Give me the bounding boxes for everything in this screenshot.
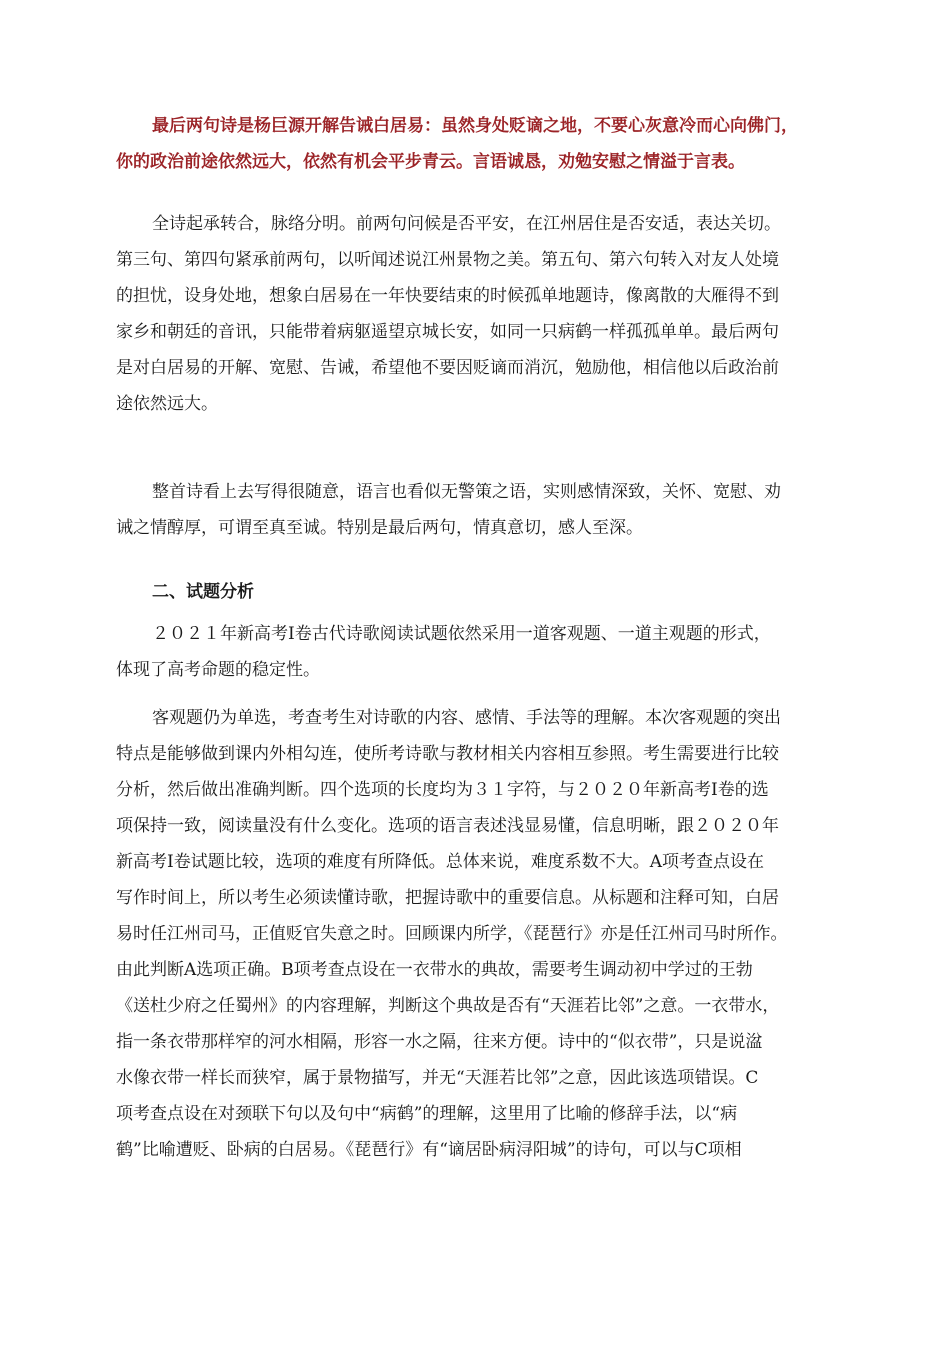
text-line: 特点是能够做到课内外相勾连，使所考诗歌与教材相关内容相互参照。考生需要进行比较 (116, 744, 779, 764)
paragraph-red-commentary (116, 108, 838, 180)
text-line: 项保持一致，阅读量没有什么变化。选项的语言表述浅显易懂，信息明晰，跟２０２０年 (116, 816, 779, 836)
text-line: 分析，然后做出准确判断。四个选项的长度均为３１字符，与２０２０年新高考Ⅰ卷的选 (116, 780, 769, 800)
text-line: 水像衣带一样长而狭窄，属于景物描写，并无“天涯若比邻”之意，因此该选项错误。C (116, 1068, 759, 1088)
section-title: 二、试题分析 (152, 582, 254, 602)
text-line: 你的政治前途依然远大，依然有机会平步青云。言语诚恳，劝勉安慰之情溢于言表。 (116, 152, 745, 172)
text-line: 项考查点设在对颈联下句以及句中“病鹤”的理解，这里用了比喻的修辞手法，以“病 (116, 1104, 738, 1124)
text-line: ２０２１年新高考Ⅰ卷古代诗歌阅读试题依然采用一道客观题、一道主观题的形式， (152, 624, 771, 644)
section-heading (116, 574, 838, 610)
text-line: 的担忧，设身处地，想象白居易在一年快要结束的时候孤单地题诗，像离散的大雁得不到 (116, 286, 779, 306)
text-line: 鹤”比喻遭贬、卧病的白居易。《琵琶行》有“谪居卧病浔阳城”的诗句，可以与C项相 (116, 1140, 742, 1160)
text-line: 家乡和朝廷的音讯，只能带着病躯遥望京城长安，如同一只病鹤一样孤孤单单。最后两句 (116, 322, 779, 342)
text-line: 诫之情醇厚，可谓至真至诚。特别是最后两句，情真意切，感人至深。 (116, 518, 643, 538)
text-line: 《送杜少府之任蜀州》的内容理解，判断这个典故是否有“天涯若比邻”之意。一衣带水， (116, 996, 780, 1016)
paragraph-structure-analysis (116, 206, 838, 422)
text-line: 整首诗看上去写得很随意，语言也看似无警策之语，实则感情深致，关怀、宽慰、劝 (152, 482, 781, 502)
text-line: 由此判断A选项正确。B项考查点设在一衣带水的典故，需要考生调动初中学过的王勃 (116, 960, 753, 980)
text-line: 客观题仍为单选，考查考生对诗歌的内容、感情、手法等的理解。本次客观题的突出 (152, 708, 781, 728)
text-line: 写作时间上，所以考生必须读懂诗歌，把握诗歌中的重要信息。从标题和注释可知，白居 (116, 888, 779, 908)
text-line: 新高考Ⅰ卷试题比较，选项的难度有所降低。总体来说，难度系数不大。A项考查点设在 (116, 852, 764, 872)
paragraph-objective-question (116, 700, 838, 1168)
text-line: 指一条衣带那样窄的河水相隔，形容一水之隔，往来方便。诗中的“似衣带”，只是说湓 (116, 1032, 763, 1052)
text-line: 全诗起承转合，脉络分明。前两句问候是否平安，在江州居住是否安适，表达关切。 (152, 214, 781, 234)
text-line: 易时任江州司马，正值贬官失意之时。回顾课内所学，《琵琶行》亦是任江州司马时所作。 (116, 924, 788, 944)
text-line: 体现了高考命题的稳定性。 (116, 660, 320, 680)
text-line: 最后两句诗是杨巨源开解告诫白居易：虽然身处贬谪之地，不要心灰意冷而心向佛门， (152, 116, 798, 136)
text-line: 第三句、第四句紧承前两句，以听闻述说江州景物之美。第五句、第六句转入对友人处境 (116, 250, 779, 270)
text-line: 是对白居易的开解、宽慰、告诫，希望他不要因贬谪而消沉，勉励他，相信他以后政治前 (116, 358, 779, 378)
paragraph-exam-format (116, 616, 838, 688)
text-line: 途依然远大。 (116, 394, 218, 414)
paragraph-overall-evaluation (116, 474, 838, 546)
